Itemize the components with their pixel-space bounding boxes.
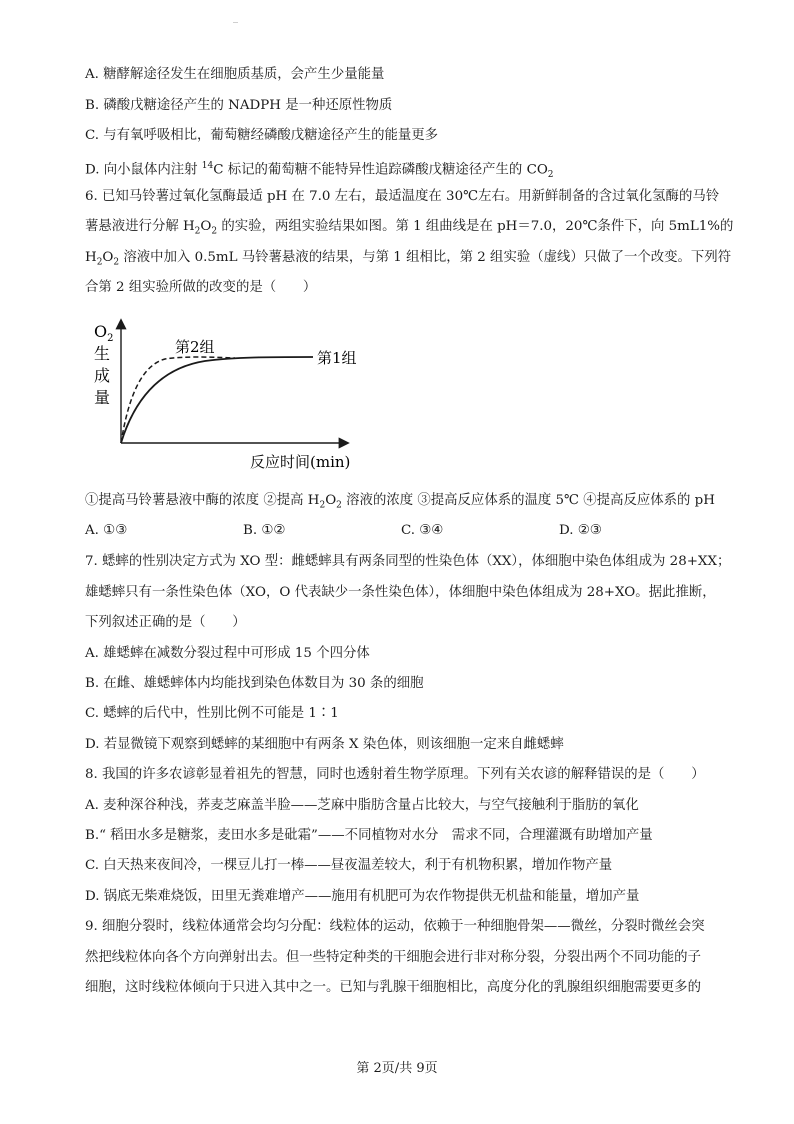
scan-mark bbox=[233, 22, 238, 23]
q6-figure bbox=[85, 315, 375, 480]
x-axis-label: 反应时间(min) bbox=[250, 453, 351, 471]
q7-option-c: C. 蟋蟀的后代中，性别比例不可能是 1∶1 bbox=[85, 706, 339, 721]
q7-option-d: D. 若显微镜下观察到蟋蟀的某细胞中有两条 X 染色体，则该细胞一定来自雌蟋蟀 bbox=[85, 737, 564, 752]
q7-stem-line-3: 下列叙述正确的是（ ） bbox=[85, 615, 246, 630]
q8-stem: 8. 我国的许多农谚彰显着祖先的智慧，同时也透射着生物学原理。下列有关农谚的解释错误的是（ ） bbox=[85, 767, 705, 782]
q8-option-d: D. 锅底无柴难烧饭，田里无粪难增产——施用有机肥可为农作物提供无机盐和能量，增加产量 bbox=[85, 889, 640, 904]
q6-stem-line-4: 合第 2 组实验所做的改变的是（ ） bbox=[85, 280, 317, 295]
y-axis-label-char-3: 量 bbox=[94, 388, 111, 407]
q6-stem-line-2: 薯悬液进行分解 $H_2O_2$ 的实验，两组实验结果如图。第 1 组曲线是在 pH＝7.0，20℃条件下，向 5mL1%的 bbox=[85, 219, 734, 237]
q6-stem-line-3: $H_2O_2$ 溶液中加入 0.5mL 马铃薯悬液的结果，与第 1 组相比，第 2 组实验（虚线）只做了一个改变。下列符 bbox=[85, 250, 732, 268]
series-group-1-curve bbox=[121, 357, 313, 443]
series-label-group-2: 第2组 bbox=[175, 338, 215, 356]
q6-option-b: B. ①② bbox=[243, 523, 286, 538]
q6-option-c: C. ③④ bbox=[401, 523, 444, 538]
q6-option-a: A. ①③ bbox=[85, 523, 128, 538]
q5-option-d: D. 向小鼠体内注射 $^{14}$C 标记的葡萄糖不能特异性追踪磷酸戊糖途径产生的 $CO_2$ bbox=[85, 161, 554, 181]
y-axis-label-char-2: 成 bbox=[94, 366, 111, 385]
q7-option-b: B. 在雌、雄蟋蟀体内均能找到染色体数目为 30 条的细胞 bbox=[85, 676, 424, 691]
q6-option-d: D. ②③ bbox=[559, 523, 602, 538]
q9-stem-line-2: 然把线粒体向各个方向弹射出去。但一些特定种类的干细胞会进行非对称分裂，分裂出两个不同功能的子 bbox=[85, 950, 701, 965]
q7-stem-line-1: 7. 蟋蟀的性别决定方式为 XO 型：雌蟋蟀具有两条同型的性染色体（XX），体细胞中染色体组成为 28+XX； bbox=[85, 554, 731, 569]
q9-stem-line-3: 细胞，这时线粒体倾向于只进入其中之一。已知与乳腺干细胞相比，高度分化的乳腺组织细胞需要更多的 bbox=[85, 980, 701, 995]
y-axis-label-o2: $O_2$ bbox=[94, 322, 114, 344]
y-axis-label-char-1: 生 bbox=[94, 344, 111, 363]
page-footer: 第 2页/共 9页 bbox=[356, 1061, 438, 1076]
q7-stem-line-2: 雄蟋蟀只有一条性染色体（XO，O 代表缺少一条性染色体），体细胞中染色体组成为 28+XO。据此推断， bbox=[85, 585, 716, 600]
q5-option-c: C. 与有氧呼吸相比，葡萄糖经磷酸戊糖途径产生的能量更多 bbox=[85, 128, 439, 143]
q8-option-a: A. 麦种深谷种浅，荞麦芝麻盖半脸——芝麻中脂肪含量占比较大，与空气接触利于脂肪的氧化 bbox=[85, 798, 639, 813]
q8-option-b: B.“ 稻田水多是糖浆，麦田水多是砒霜”——不同植物对水分 需求不同，合理灌溉有助增加产量 bbox=[85, 828, 653, 843]
q9-stem-line-1: 9. 细胞分裂时，线粒体通常会均匀分配：线粒体的运动，依赖于一种细胞骨架——微丝，分裂时微丝会突 bbox=[85, 919, 705, 934]
q5-option-a: A. 糖酵解途径发生在细胞质基质，会产生少量能量 bbox=[85, 67, 385, 82]
series-label-group-1: 第1组 bbox=[317, 349, 357, 367]
q7-option-a: A. 雄蟋蟀在减数分裂过程中可形成 15 个四分体 bbox=[85, 646, 370, 661]
q5-option-b: B. 磷酸戊糖途径产生的 NADPH 是一种还原性物质 bbox=[85, 98, 393, 113]
q6-statements: ①提高马铃薯悬液中酶的浓度 ②提高 $H_2O_2$ 溶液的浓度 ③提高反应体系的温度 5℃ ④提高反应体系的 pH bbox=[85, 493, 715, 511]
q8-option-c: C. 白天热来夜间冷，一棵豆儿打一棒——昼夜温差较大，利于有机物积累，增加作物产量 bbox=[85, 858, 613, 873]
q6-stem-line-1: 6. 已知马铃薯过氧化氢酶最适 pH 在 7.0 左右，最适温度在 30℃左右。用新鲜制备的含过氧化氢酶的马铃 bbox=[85, 189, 720, 204]
